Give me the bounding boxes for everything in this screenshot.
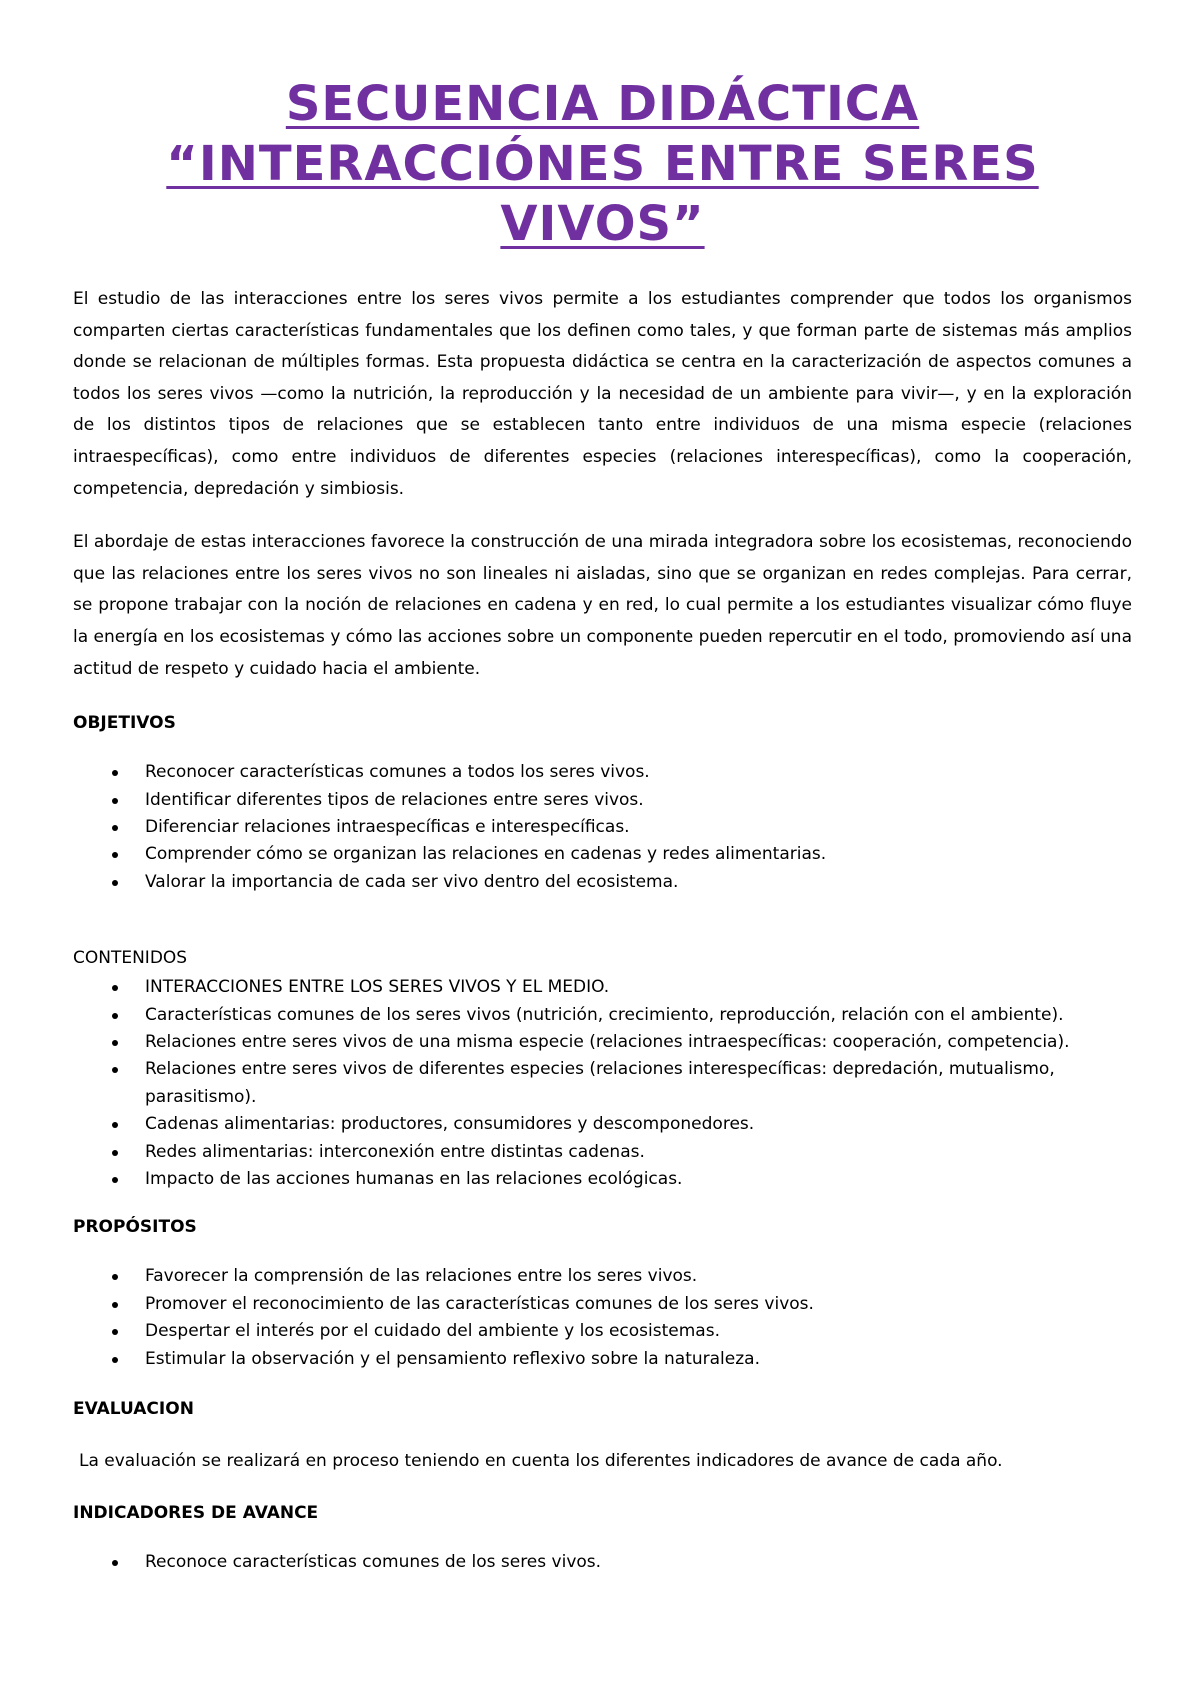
title-line-2: “INTERACCIÓNES ENTRE SERES <box>166 136 1039 192</box>
propositos-heading: PROPÓSITOS <box>73 1217 197 1238</box>
list-item: Relaciones entre seres vivos de una misma especie (relaciones intraespecíficas: cooperación, competencia). <box>145 1029 1132 1056</box>
list-item: Estimular la observación y el pensamiento reflexivo sobre la naturaleza. <box>145 1346 1132 1373</box>
list-item: Redes alimentarias: interconexión entre distintas cadenas. <box>145 1139 1132 1166</box>
bullet-icon <box>112 880 118 886</box>
list-item: Valorar la importancia de cada ser vivo dentro del ecosistema. <box>145 869 1132 896</box>
bullet-icon <box>112 825 118 831</box>
list-item: Diferenciar relaciones intraespecíficas e interespecíficas. <box>145 814 1132 841</box>
bullet-icon <box>112 770 118 776</box>
list-item: Impacto de las acciones humanas en las relaciones ecológicas. <box>145 1166 1132 1193</box>
bullet-icon <box>112 1122 118 1128</box>
intro-paragraph-1: El estudio de las interacciones entre los seres vivos permite a los estudiantes comprender que todos los organismos comparten ciertas características fundamentales que los definen como tales, y que forman parte de sistemas más amplios donde se relacionan de múltiples formas. Esta propuesta didáctica se centra en la caracterización de aspectos comunes a todos los seres vivos —como la nutrición, la reproducción y la necesidad de un ambiente para vivir—, y en la exploración de los distintos tipos de relaciones que se establecen tanto entre individuos de una misma especie (relaciones intraespecíficas), como entre individuos de diferentes especies (relaciones interespecíficas), como la cooperación, competencia, depredación y simbiosis. <box>73 289 1132 499</box>
list-item: Despertar el interés por el cuidado del ambiente y los ecosistemas. <box>145 1318 1132 1345</box>
list-item: Características comunes de los seres vivos (nutrición, crecimiento, reproducción, relación con el ambiente). <box>145 1002 1132 1029</box>
list-item: Favorecer la comprensión de las relaciones entre los seres vivos. <box>145 1263 1132 1290</box>
list-item: Relaciones entre seres vivos de diferentes especies (relaciones interespecíficas: depredación, mutualismo, parasitismo). <box>145 1056 1132 1111</box>
bullet-icon <box>112 1177 118 1183</box>
contenidos-heading: CONTENIDOS <box>73 948 188 969</box>
propositos-list <box>73 1263 1132 1373</box>
bullet-icon <box>112 985 118 991</box>
bullet-icon <box>112 1150 118 1156</box>
title-line-3: VIVOS” <box>500 196 705 252</box>
evaluacion-text: La evaluación se realizará en proceso teniendo en cuenta los diferentes indicadores de avance de cada año. <box>79 1451 1003 1472</box>
list-item: Promover el reconocimiento de las características comunes de los seres vivos. <box>145 1291 1132 1318</box>
bullet-icon <box>112 1040 118 1046</box>
intro-paragraph-2: El abordaje de estas interacciones favorece la construcción de una mirada integradora sobre los ecosistemas, reconociendo que las relaciones entre los seres vivos no son lineales ni aisladas, sino que se organizan en redes complejas. Para cerrar, se propone trabajar con la noción de relaciones en cadena y en red, lo cual permite a los estudiantes visualizar cómo fluye la energía en los ecosistemas y cómo las acciones sobre un componente pueden repercutir en el todo, promoviendo así una actitud de respeto y cuidado hacia el ambiente. <box>73 532 1132 679</box>
list-item: Reconocer características comunes a todos los seres vivos. <box>145 759 1132 786</box>
bullet-icon <box>112 798 118 804</box>
evaluacion-heading: EVALUACION <box>73 1399 194 1420</box>
bullet-icon <box>112 1329 118 1335</box>
objetivos-heading: OBJETIVOS <box>73 713 176 734</box>
bullet-icon <box>112 852 118 858</box>
list-item: Cadenas alimentarias: productores, consumidores y descomponedores. <box>145 1111 1132 1138</box>
list-item: Identificar diferentes tipos de relaciones entre seres vivos. <box>145 787 1132 814</box>
bullet-icon <box>112 1274 118 1280</box>
document-title <box>73 0 1132 254</box>
bullet-icon <box>112 1357 118 1363</box>
title-line-1: SECUENCIA DIDÁCTICA <box>285 76 920 132</box>
list-item: INTERACCIONES ENTRE LOS SERES VIVOS Y EL MEDIO. <box>145 974 1132 1001</box>
indicadores-heading: INDICADORES DE AVANCE <box>73 1503 319 1524</box>
indicadores-list <box>73 1549 1132 1576</box>
bullet-icon <box>112 1560 118 1566</box>
list-item: Reconoce características comunes de los seres vivos. <box>145 1549 1132 1576</box>
bullet-icon <box>112 1013 118 1019</box>
list-item: Comprender cómo se organizan las relaciones en cadenas y redes alimentarias. <box>145 841 1132 868</box>
bullet-icon <box>112 1302 118 1308</box>
bullet-icon <box>112 1067 118 1073</box>
objetivos-list <box>73 759 1132 896</box>
contenidos-list <box>73 974 1132 1193</box>
